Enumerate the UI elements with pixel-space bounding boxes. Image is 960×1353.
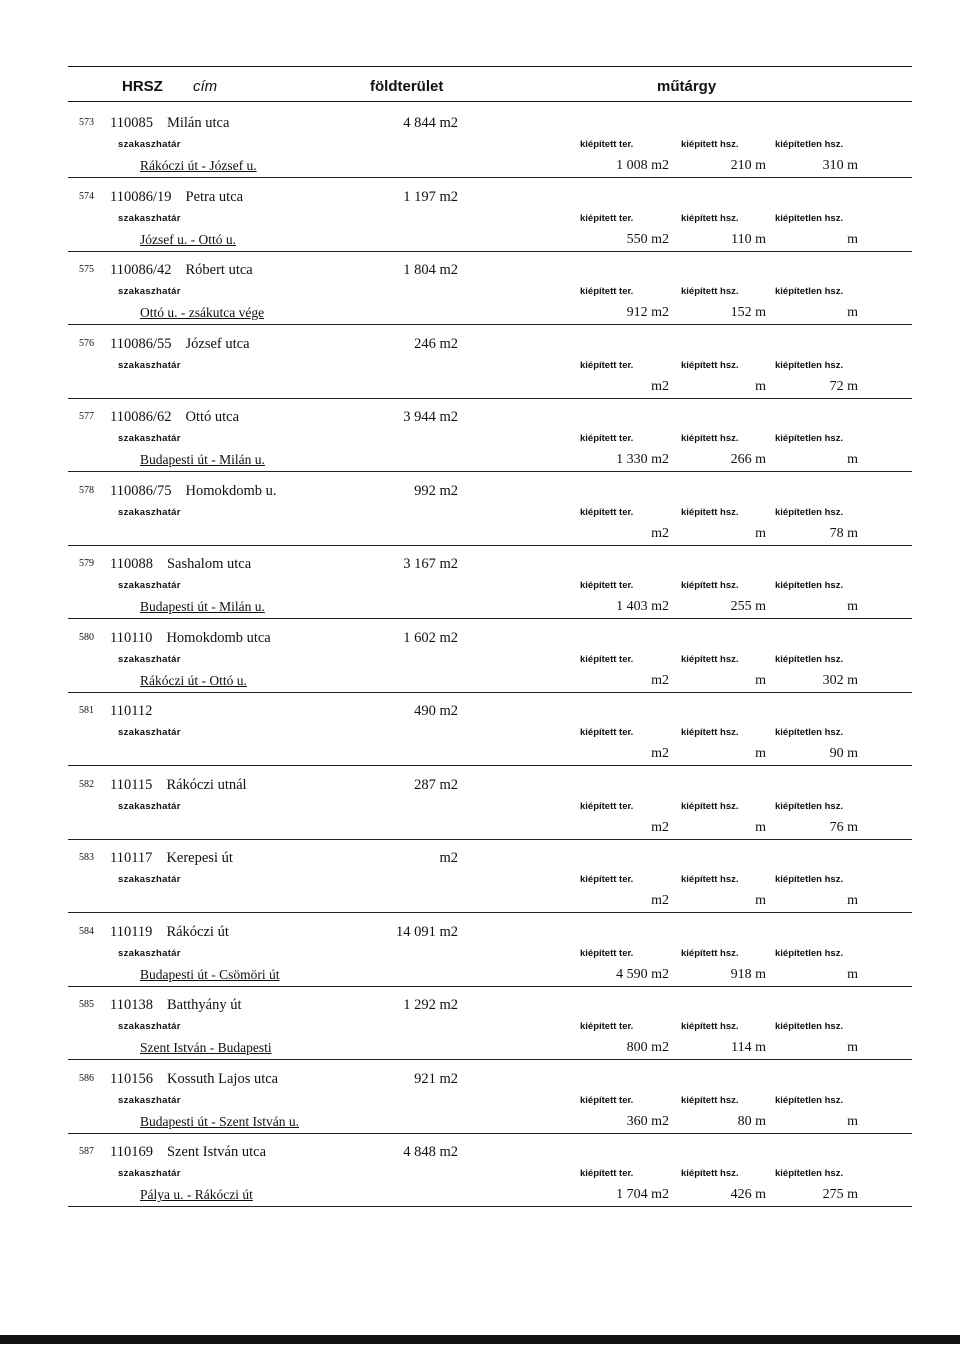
street-name: Sashalom utca [166,556,252,572]
kiepitetlen-hsz-label: kiépítetlen hsz. [775,359,844,371]
street-name: Homokdomb utca [166,629,271,646]
row-hrsz [110,1144,266,1161]
row-number: 577 [79,411,94,422]
hrsz-value: 110088 [110,556,153,572]
street-name: Petra utca [185,188,244,205]
row-number: 580 [79,631,94,643]
hrsz-value: 110119 [110,923,153,940]
hrsz-value: 110086/42 [110,262,172,278]
hrsz-value: 110117 [110,850,153,866]
header-cim: cím [193,78,218,95]
built-area-value: 800 m2 [626,1040,669,1055]
kiepitett-hsz-label: kiépített hsz. [681,580,739,591]
street-name: Batthyány út [166,997,242,1013]
segment-boundary: József u. - Ottó u. [140,231,236,247]
kiepitetlen-hsz-label: kiépítetlen hsz. [775,800,844,812]
built-area-value: m2 [651,672,669,688]
kiepitett-hsz-label: kiépített hsz. [681,1094,739,1106]
row-divider [68,912,912,913]
built-length-value: 110 m [731,231,766,247]
kiepitett-ter-label: kiépített ter. [580,1021,634,1032]
street-name: Rákóczi út [166,923,229,940]
row-number: 584 [79,925,94,937]
kiepitett-ter-label: kiépített ter. [580,433,634,444]
street-name: József utca [185,335,250,352]
szakaszhatar-label: szakaszhatár [118,359,181,371]
built-length-value: 918 m [730,966,766,982]
land-area: 4 844 m2 [403,115,458,131]
unbuilt-length-value: m [847,1113,858,1129]
row-number: 585 [79,999,94,1010]
built-length-value: m [755,672,766,688]
street-name: Szent István utca [166,1144,267,1160]
kiepitett-hsz-label: kiépített hsz. [681,506,739,518]
table-row [0,411,960,485]
hrsz-value: 110085 [110,115,153,131]
segment-boundary: Szent István - Budapesti [140,1040,272,1055]
row-hrsz [110,997,241,1014]
land-area: 246 m2 [414,335,458,352]
kiepitetlen-hsz-label: kiépítetlen hsz. [775,1168,844,1179]
land-area: 4 848 m2 [403,1144,458,1160]
built-length-value: 152 m [730,305,766,320]
table-row [0,558,960,632]
unbuilt-length-value: m [847,452,858,467]
unbuilt-length-value: 275 m [822,1187,858,1202]
kiepitett-ter-label: kiépített ter. [580,212,634,224]
unbuilt-length-value: 72 m [829,378,858,394]
land-area: 992 m2 [414,482,458,499]
table-row [0,705,960,779]
row-hrsz [110,703,166,720]
table-row [0,629,960,706]
land-area: m2 [439,850,458,866]
row-divider [68,1133,912,1134]
built-area-value: m2 [651,819,669,835]
kiepitetlen-hsz-label: kiépítetlen hsz. [775,506,844,518]
built-length-value: 80 m [737,1113,766,1129]
land-area: 287 m2 [414,776,458,793]
street-name: Rákóczi utnál [166,776,247,793]
row-number: 579 [79,558,94,569]
built-area-value: 360 m2 [626,1113,669,1129]
unbuilt-length-value: 310 m [822,158,858,173]
row-hrsz [110,924,229,941]
built-area-value: 1 704 m2 [616,1187,669,1202]
table-row [0,1146,960,1220]
built-area-value: 1 403 m2 [616,599,669,614]
row-hrsz [110,262,253,279]
row-divider [68,986,912,987]
built-area-value: m2 [651,525,669,541]
street-name: Ottó utca [185,409,240,425]
header-mutargy: műtárgy [657,78,717,95]
row-number: 587 [79,1146,94,1157]
unbuilt-length-value: 76 m [829,819,858,835]
built-area-value: 550 m2 [626,231,669,247]
kiepitett-hsz-label: kiépített hsz. [681,653,739,665]
kiepitett-ter-label: kiépített ter. [580,1168,634,1179]
row-divider [68,765,912,766]
kiepitett-ter-label: kiépített ter. [580,1094,634,1106]
kiepitett-ter-label: kiépített ter. [580,874,634,885]
segment-boundary: Budapesti út - Milán u. [140,452,265,467]
row-hrsz [110,850,233,867]
street-name: Róbert utca [185,262,253,278]
row-number: 583 [79,852,94,863]
row-divider [68,839,912,840]
table-row [0,482,960,559]
szakaszhatar-label: szakaszhatár [118,947,181,959]
table-row [0,776,960,853]
szakaszhatar-label: szakaszhatár [118,1021,181,1032]
land-area: 14 091 m2 [395,923,458,940]
row-divider [68,618,912,619]
unbuilt-length-value: m [847,231,858,247]
row-number: 578 [79,484,94,496]
street-name: Kerepesi út [166,850,233,866]
kiepitett-hsz-label: kiépített hsz. [681,800,739,812]
row-number: 574 [79,190,94,202]
table-row [0,999,960,1073]
built-area-value: 4 590 m2 [616,966,669,982]
kiepitett-ter-label: kiépített ter. [580,359,634,371]
kiepitett-ter-label: kiépített ter. [580,947,634,959]
kiepitett-ter-label: kiépített ter. [580,800,634,812]
land-area: 1 602 m2 [403,629,458,646]
row-divider [68,251,912,252]
built-area-value: 912 m2 [626,305,669,320]
kiepitetlen-hsz-label: kiépítetlen hsz. [775,1094,844,1106]
kiepitetlen-hsz-label: kiépítetlen hsz. [775,580,844,591]
hrsz-value: 110086/19 [110,188,172,205]
szakaszhatar-label: szakaszhatár [118,286,181,297]
built-length-value: 255 m [730,599,766,614]
szakaszhatar-label: szakaszhatár [118,506,181,518]
kiepitett-ter-label: kiépített ter. [580,580,634,591]
kiepitetlen-hsz-label: kiépítetlen hsz. [775,874,844,885]
street-name: Milán utca [166,115,230,131]
szakaszhatar-label: szakaszhatár [118,212,181,224]
built-area-value: m2 [651,893,669,908]
street-name: Kossuth Lajos utca [166,1070,279,1087]
kiepitetlen-hsz-label: kiépítetlen hsz. [775,1021,844,1032]
table-row [0,188,960,265]
unbuilt-length-value: 78 m [829,525,858,541]
szakaszhatar-label: szakaszhatár [118,139,181,150]
table-row [0,1070,960,1147]
kiepitetlen-hsz-label: kiépítetlen hsz. [775,212,844,224]
unbuilt-length-value: 90 m [829,746,858,761]
row-hrsz [110,336,250,353]
top-rule [68,66,912,67]
kiepitett-hsz-label: kiépített hsz. [681,874,739,885]
segment-boundary: Rákóczi út - József u. [140,158,257,173]
segment-boundary: Budapesti út - Csömöri út [140,966,280,982]
szakaszhatar-label: szakaszhatár [118,1094,181,1106]
header-foldterulet: földterület [370,78,444,95]
row-number: 576 [79,337,94,349]
row-number: 581 [79,705,94,716]
kiepitett-ter-label: kiépített ter. [580,506,634,518]
land-area: 1 292 m2 [403,997,458,1013]
row-hrsz [110,115,229,132]
street-name: Homokdomb u. [185,482,277,499]
table-row [0,117,960,191]
built-area-value: m2 [651,746,669,761]
hrsz-value: 110110 [110,629,153,646]
land-area: 1 804 m2 [403,262,458,278]
land-area: 921 m2 [414,1070,458,1087]
built-length-value: 426 m [730,1187,766,1202]
kiepitett-hsz-label: kiépített hsz. [681,139,739,150]
hrsz-value: 110086/62 [110,409,172,425]
built-area-value: m2 [651,378,669,394]
szakaszhatar-label: szakaszhatár [118,1168,181,1179]
kiepitett-hsz-label: kiépített hsz. [681,1168,739,1179]
segment-boundary: Rákóczi út - Ottó u. [140,672,247,688]
szakaszhatar-label: szakaszhatár [118,727,181,738]
szakaszhatar-label: szakaszhatár [118,653,181,665]
table-row [0,852,960,926]
hrsz-value: 110169 [110,1144,153,1160]
segment-boundary: Budapesti út - Szent István u. [140,1113,299,1129]
built-length-value: m [755,746,766,761]
table-header [0,78,960,102]
row-number: 573 [79,117,94,128]
row-number: 582 [79,778,94,790]
hrsz-value: 110156 [110,1070,153,1087]
row-divider [68,324,912,325]
unbuilt-length-value: m [847,1040,858,1055]
kiepitetlen-hsz-label: kiépítetlen hsz. [775,433,844,444]
built-length-value: m [755,893,766,908]
kiepitett-hsz-label: kiépített hsz. [681,212,739,224]
kiepitett-hsz-label: kiépített hsz. [681,286,739,297]
kiepitett-ter-label: kiépített ter. [580,653,634,665]
kiepitett-hsz-label: kiépített hsz. [681,727,739,738]
unbuilt-length-value: 302 m [822,672,858,688]
row-divider [68,545,912,546]
szakaszhatar-label: szakaszhatár [118,580,181,591]
built-length-value: m [755,378,766,394]
kiepitett-hsz-label: kiépített hsz. [681,433,739,444]
land-area: 3 167 m2 [403,556,458,572]
hrsz-value: 110138 [110,997,153,1013]
built-length-value: 114 m [731,1040,766,1055]
kiepitetlen-hsz-label: kiépítetlen hsz. [775,286,844,297]
built-length-value: m [755,819,766,835]
unbuilt-length-value: m [847,966,858,982]
kiepitett-ter-label: kiépített ter. [580,286,634,297]
kiepitett-ter-label: kiépített ter. [580,139,634,150]
unbuilt-length-value: m [847,599,858,614]
row-divider [68,177,912,178]
segment-boundary: Budapesti út - Milán u. [140,599,265,614]
table-row [0,335,960,412]
row-hrsz [110,189,243,206]
hrsz-value: 110115 [110,776,153,793]
unbuilt-length-value: m [847,305,858,320]
hrsz-value: 110112 [110,703,153,719]
land-area: 3 944 m2 [403,409,458,425]
row-hrsz [110,556,251,573]
segment-boundary: Ottó u. - zsákutca vége [140,305,265,320]
row-divider [68,692,912,693]
header-hrsz: HRSZ [122,78,163,95]
built-length-value: m [755,525,766,541]
row-hrsz [110,409,239,426]
kiepitetlen-hsz-label: kiépítetlen hsz. [775,727,844,738]
row-divider [68,471,912,472]
built-area-value: 1 330 m2 [616,452,669,467]
szakaszhatar-label: szakaszhatár [118,433,181,444]
land-area: 490 m2 [414,703,458,719]
kiepitetlen-hsz-label: kiépítetlen hsz. [775,947,844,959]
kiepitett-hsz-label: kiépített hsz. [681,947,739,959]
szakaszhatar-label: szakaszhatár [118,874,181,885]
hrsz-value: 110086/75 [110,482,172,499]
szakaszhatar-label: szakaszhatár [118,800,181,812]
kiepitetlen-hsz-label: kiépítetlen hsz. [775,139,844,150]
kiepitetlen-hsz-label: kiépítetlen hsz. [775,653,844,665]
row-hrsz [110,483,277,500]
segment-boundary: Pálya u. - Rákóczi út [140,1187,253,1202]
hrsz-value: 110086/55 [110,335,172,352]
row-number: 586 [79,1072,94,1084]
built-length-value: 266 m [730,452,766,467]
bottom-bar [0,1335,960,1344]
row-hrsz [110,630,271,647]
kiepitett-hsz-label: kiépített hsz. [681,1021,739,1032]
row-divider [68,1206,912,1207]
header-rule [68,101,912,102]
built-length-value: 210 m [730,158,766,173]
row-divider [68,1059,912,1060]
row-number: 575 [79,264,94,275]
kiepitett-hsz-label: kiépített hsz. [681,359,739,371]
built-area-value: 1 008 m2 [616,158,669,173]
row-hrsz [110,777,247,794]
table-row [0,923,960,1000]
land-area: 1 197 m2 [403,188,458,205]
kiepitett-ter-label: kiépített ter. [580,727,634,738]
table-row [0,264,960,338]
row-hrsz [110,1071,278,1088]
unbuilt-length-value: m [847,893,858,908]
row-divider [68,398,912,399]
